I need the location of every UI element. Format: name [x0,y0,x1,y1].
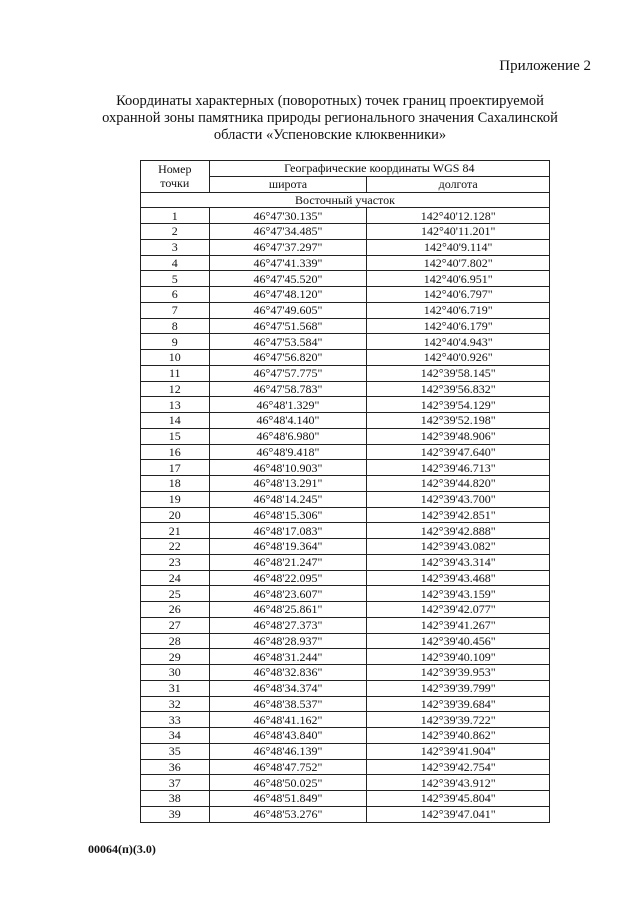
latitude-cell: 46°48'1.329" [209,397,367,413]
title-line-3: области «Успеновские клюквенники» [213,127,447,143]
table-row [141,554,550,570]
point-number: 33 [141,712,210,728]
table-row [141,728,550,744]
point-number: 12 [141,381,210,397]
table-row [141,791,550,807]
point-number: 38 [141,791,210,807]
document-title [60,93,600,144]
latitude-cell: 46°47'58.783" [209,381,367,397]
latitude-cell: 46°47'51.568" [209,318,367,334]
longitude-cell: 142°39'39.799" [367,680,550,696]
latitude-cell: 46°48'22.095" [209,570,367,586]
table-row [141,775,550,791]
table-row [141,208,550,224]
point-number: 35 [141,743,210,759]
table-row [141,570,550,586]
longitude-cell: 142°40'12.128" [367,208,550,224]
point-number: 30 [141,665,210,681]
latitude-cell: 46°47'56.820" [209,350,367,366]
table-row [141,287,550,303]
longitude-cell: 142°39'43.468" [367,570,550,586]
longitude-cell: 142°39'56.832" [367,381,550,397]
latitude-cell: 46°48'32.836" [209,665,367,681]
latitude-cell: 46°48'53.276" [209,806,367,822]
latitude-cell: 46°47'41.339" [209,255,367,271]
latitude-cell: 46°48'4.140" [209,413,367,429]
latitude-cell: 46°48'6.980" [209,428,367,444]
point-number: 15 [141,428,210,444]
appendix-label: Приложение 2 [499,58,591,74]
latitude-cell: 46°48'50.025" [209,775,367,791]
latitude-cell: 46°48'47.752" [209,759,367,775]
longitude-cell: 142°40'11.201" [367,224,550,240]
point-number: 29 [141,649,210,665]
coordinates-table [140,160,550,823]
longitude-cell: 142°39'52.198" [367,413,550,429]
latitude-cell: 46°48'13.291" [209,476,367,492]
longitude-cell: 142°39'47.640" [367,444,550,460]
point-number: 26 [141,602,210,618]
header-number-line1: Номер [158,162,192,177]
table-row [141,476,550,492]
point-number: 16 [141,444,210,460]
longitude-cell: 142°40'9.114" [367,239,550,255]
latitude-cell: 46°48'38.537" [209,696,367,712]
latitude-cell: 46°47'57.775" [209,365,367,381]
latitude-cell: 46°48'9.418" [209,444,367,460]
point-number: 13 [141,397,210,413]
point-number: 32 [141,696,210,712]
point-number: 3 [141,239,210,255]
longitude-cell: 142°39'45.804" [367,791,550,807]
longitude-cell: 142°39'39.953" [367,665,550,681]
latitude-cell: 46°47'49.605" [209,302,367,318]
point-number: 25 [141,586,210,602]
table-row [141,680,550,696]
point-number: 28 [141,633,210,649]
table-row [141,302,550,318]
table-row [141,255,550,271]
longitude-cell: 142°39'39.722" [367,712,550,728]
point-number: 5 [141,271,210,287]
point-number: 19 [141,491,210,507]
point-number: 18 [141,476,210,492]
latitude-cell: 46°48'27.373" [209,617,367,633]
latitude-cell: 46°48'23.607" [209,586,367,602]
point-number: 10 [141,350,210,366]
header-number-line2: точки [160,176,190,191]
title-line-1: Координаты характерных (поворотных) точек границ проектируемой [116,93,544,109]
longitude-cell: 142°39'54.129" [367,397,550,413]
point-number: 23 [141,554,210,570]
point-number: 20 [141,507,210,523]
latitude-cell: 46°47'48.120" [209,287,367,303]
latitude-cell: 46°48'10.903" [209,460,367,476]
latitude-cell: 46°47'37.297" [209,239,367,255]
latitude-cell: 46°48'31.244" [209,649,367,665]
point-number: 31 [141,680,210,696]
longitude-cell: 142°40'6.179" [367,318,550,334]
longitude-cell: 142°39'40.109" [367,649,550,665]
point-number: 11 [141,365,210,381]
longitude-cell: 142°39'58.145" [367,365,550,381]
longitude-cell: 142°39'40.862" [367,728,550,744]
longitude-cell: 142°39'41.904" [367,743,550,759]
table-row [141,350,550,366]
point-number: 37 [141,775,210,791]
table-row [141,365,550,381]
latitude-cell: 46°47'30.135" [209,208,367,224]
longitude-cell: 142°39'40.456" [367,633,550,649]
point-number: 36 [141,759,210,775]
table-row [141,743,550,759]
longitude-cell: 142°39'48.906" [367,428,550,444]
latitude-cell: 46°48'19.364" [209,539,367,555]
header-number [141,161,210,193]
longitude-cell: 142°39'43.159" [367,586,550,602]
point-number: 39 [141,806,210,822]
latitude-cell: 46°48'43.840" [209,728,367,744]
latitude-cell: 46°48'17.083" [209,523,367,539]
latitude-cell: 46°48'28.937" [209,633,367,649]
longitude-cell: 142°39'42.851" [367,507,550,523]
latitude-cell: 46°47'34.485" [209,224,367,240]
longitude-cell: 142°39'39.684" [367,696,550,712]
latitude-cell: 46°48'14.245" [209,491,367,507]
table-row [141,759,550,775]
point-number: 4 [141,255,210,271]
latitude-cell: 46°47'45.520" [209,271,367,287]
latitude-cell: 46°48'25.861" [209,602,367,618]
longitude-cell: 142°40'6.951" [367,271,550,287]
table-row [141,633,550,649]
point-number: 9 [141,334,210,350]
header-latitude: широта [209,176,367,192]
table-row [141,413,550,429]
point-number: 34 [141,728,210,744]
header-longitude: долгота [367,176,550,192]
point-number: 8 [141,318,210,334]
longitude-cell: 142°39'47.041" [367,806,550,822]
longitude-cell: 142°40'0.926" [367,350,550,366]
latitude-cell: 46°48'41.162" [209,712,367,728]
point-number: 2 [141,224,210,240]
table-row [141,491,550,507]
document-code: 00064(п)(3.0) [88,842,156,856]
latitude-cell: 46°48'15.306" [209,507,367,523]
table-row [141,539,550,555]
longitude-cell: 142°40'4.943" [367,334,550,350]
point-number: 1 [141,208,210,224]
longitude-cell: 142°40'7.802" [367,255,550,271]
table-row [141,397,550,413]
table-row [141,444,550,460]
table-row [141,334,550,350]
longitude-cell: 142°39'41.267" [367,617,550,633]
table-row [141,271,550,287]
point-number: 17 [141,460,210,476]
point-number: 27 [141,617,210,633]
point-number: 22 [141,539,210,555]
longitude-cell: 142°39'46.713" [367,460,550,476]
table-row [141,586,550,602]
point-number: 24 [141,570,210,586]
table-row [141,507,550,523]
longitude-cell: 142°39'42.888" [367,523,550,539]
point-number: 7 [141,302,210,318]
table-row [141,712,550,728]
latitude-cell: 46°48'21.247" [209,554,367,570]
latitude-cell: 46°48'46.139" [209,743,367,759]
table-row [141,381,550,397]
coordinates-body [141,208,550,822]
point-number: 6 [141,287,210,303]
latitude-cell: 46°48'34.374" [209,680,367,696]
table-row [141,460,550,476]
table-row [141,617,550,633]
table-row [141,428,550,444]
latitude-cell: 46°47'53.584" [209,334,367,350]
longitude-cell: 142°39'43.082" [367,539,550,555]
header-geo: Географические координаты WGS 84 [209,161,549,177]
longitude-cell: 142°40'6.797" [367,287,550,303]
longitude-cell: 142°39'44.820" [367,476,550,492]
table-row [141,224,550,240]
point-number: 21 [141,523,210,539]
point-number: 14 [141,413,210,429]
longitude-cell: 142°40'6.719" [367,302,550,318]
table-row [141,602,550,618]
longitude-cell: 142°39'42.077" [367,602,550,618]
longitude-cell: 142°39'43.314" [367,554,550,570]
latitude-cell: 46°48'51.849" [209,791,367,807]
table-row [141,806,550,822]
title-line-2: охранной зоны памятника природы регионального значения Сахалинской [102,110,558,126]
longitude-cell: 142°39'42.754" [367,759,550,775]
table-row [141,239,550,255]
section-label: Восточный участок [141,192,550,208]
table-row [141,665,550,681]
table-row [141,318,550,334]
table-row [141,649,550,665]
table-row [141,523,550,539]
longitude-cell: 142°39'43.912" [367,775,550,791]
table-row [141,696,550,712]
longitude-cell: 142°39'43.700" [367,491,550,507]
